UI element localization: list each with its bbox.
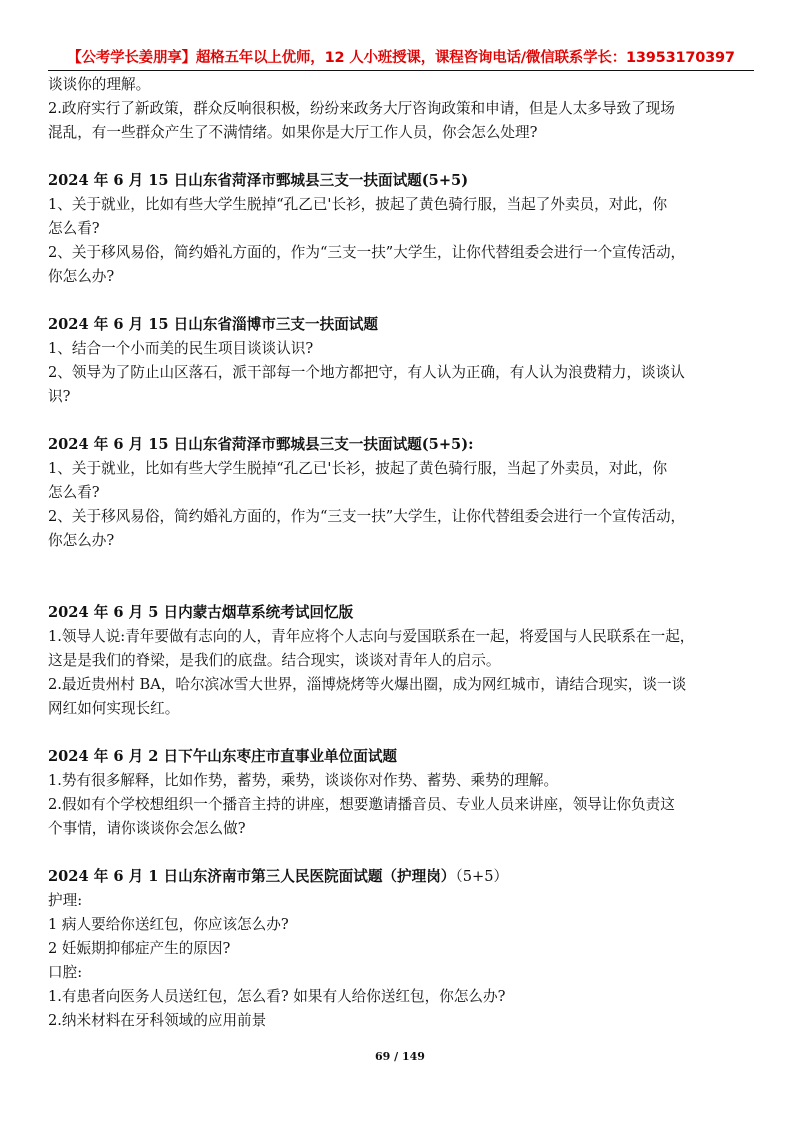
text-line: 网红如何实现长红。 bbox=[48, 700, 180, 717]
text-line: 2.政府实行了新政策，群众反响很积极，纷纷来政务大厅咨询政策和申请，但是人太多导致了现场 bbox=[48, 100, 675, 117]
text-line: 1.领导人说:青年要做有志向的人，青年应将个人志向与爱国联系在一起，将爱国与人民联系在一起， bbox=[48, 628, 695, 645]
text-line: 2 妊娠期抑郁症产生的原因? bbox=[48, 940, 231, 957]
section-title: 2024 年 6 月 15 日山东省菏泽市鄄城县三支一扶面试题(5+5): bbox=[48, 436, 474, 453]
section-heze-2 bbox=[48, 433, 760, 553]
text-line: 护理: bbox=[48, 892, 83, 909]
text-line: 怎么看? bbox=[48, 484, 100, 501]
section-title-suffix: （5+5） bbox=[455, 868, 509, 885]
text-line: 2、领导为了防止山区落石，派干部每一个地方都把守，有人认为正确，有人认为浪费精力，谈谈认 bbox=[48, 364, 685, 381]
section-title: 2024 年 6 月 5 日内蒙古烟草系统考试回忆版 bbox=[48, 604, 354, 621]
section-zibo bbox=[48, 313, 760, 409]
text-line: 个事情，请你谈谈你会怎么做? bbox=[48, 820, 246, 837]
text-line: 混乱，有一些群众产生了不满情绪。如果你是大厅工作人员，你会怎么处理? bbox=[48, 124, 538, 141]
text-line: 怎么看? bbox=[48, 220, 100, 237]
text-line: 1、关于就业，比如有些大学生脱掉“孔乙已'长衫，披起了黄色骑行服，当起了外卖员，对此，你 bbox=[48, 196, 668, 213]
document-body bbox=[48, 73, 760, 1033]
text-line: 口腔: bbox=[48, 964, 83, 981]
section-jinan-hospital bbox=[48, 865, 760, 1033]
section-title: 2024 年 6 月 15 日山东省菏泽市鄄城县三支一扶面试题(5+5) bbox=[48, 172, 469, 189]
section-heze-1 bbox=[48, 169, 760, 289]
text-line: 识? bbox=[48, 388, 71, 405]
text-line: 1、结合一个小而美的民生项目谈谈认识? bbox=[48, 340, 314, 357]
text-line: 1.有患者向医务人员送红包，怎么看? 如果有人给你送红包，你怎么办? bbox=[48, 988, 506, 1005]
section-title: 2024 年 6 月 1 日山东济南市第三人民医院面试题（护理岗） bbox=[48, 868, 456, 885]
text-line: 2.假如有个学校想组织一个播音主持的讲座，想要邀请播音员、专业人员来讲座，领导让你负责这 bbox=[48, 796, 675, 813]
section-title: 2024 年 6 月 2 日下午山东枣庄市直事业单位面试题 bbox=[48, 748, 398, 765]
text-line: 2.最近贵州村 BA，哈尔滨冰雪大世界，淄博烧烤等火爆出圈，成为网红城市，请结合现实，谈一谈 bbox=[48, 676, 687, 693]
text-line: 1.势有很多解释，比如作势，蓄势，乘势，谈谈你对作势、蓄势、乘势的理解。 bbox=[48, 772, 559, 789]
text-line: 2.纳米材料在牙科领域的应用前景 bbox=[48, 1012, 267, 1029]
text-line: 你怎么办? bbox=[48, 532, 115, 549]
section-neimenggu bbox=[48, 601, 760, 721]
text-line: 2、关于移风易俗，简约婚礼方面的，作为“三支一扶”大学生，让你代替组委会进行一个宣传活动， bbox=[48, 244, 686, 261]
text-line: 1、关于就业，比如有些大学生脱掉“孔乙已'长衫，披起了黄色骑行服，当起了外卖员，对此，你 bbox=[48, 460, 668, 477]
text-line: 谈谈你的理解。 bbox=[48, 76, 151, 93]
section-zaozhuang bbox=[48, 745, 760, 841]
text-line: 这是是我们的脊梁，是我们的底盘。结合现实，谈谈对青年人的启示。 bbox=[48, 652, 501, 669]
intro-block bbox=[48, 73, 760, 145]
section-title-row bbox=[48, 865, 760, 889]
text-line: 你怎么办? bbox=[48, 268, 115, 285]
section-title: 2024 年 6 月 15 日山东省淄博市三支一扶面试题 bbox=[48, 316, 378, 333]
text-line: 2、关于移风易俗，简约婚礼方面的，作为“三支一扶”大学生，让你代替组委会进行一个宣传活动， bbox=[48, 508, 686, 525]
page-header: 【公考学长姜朋享】超格五年以上优师，12 人小班授课，课程咨询电话/微信联系学长：13953170397 bbox=[67, 50, 735, 66]
page-number: 69 / 149 bbox=[375, 1050, 425, 1063]
text-line: 1 病人要给你送红包，你应该怎么办? bbox=[48, 916, 289, 933]
header-rule bbox=[48, 70, 754, 71]
